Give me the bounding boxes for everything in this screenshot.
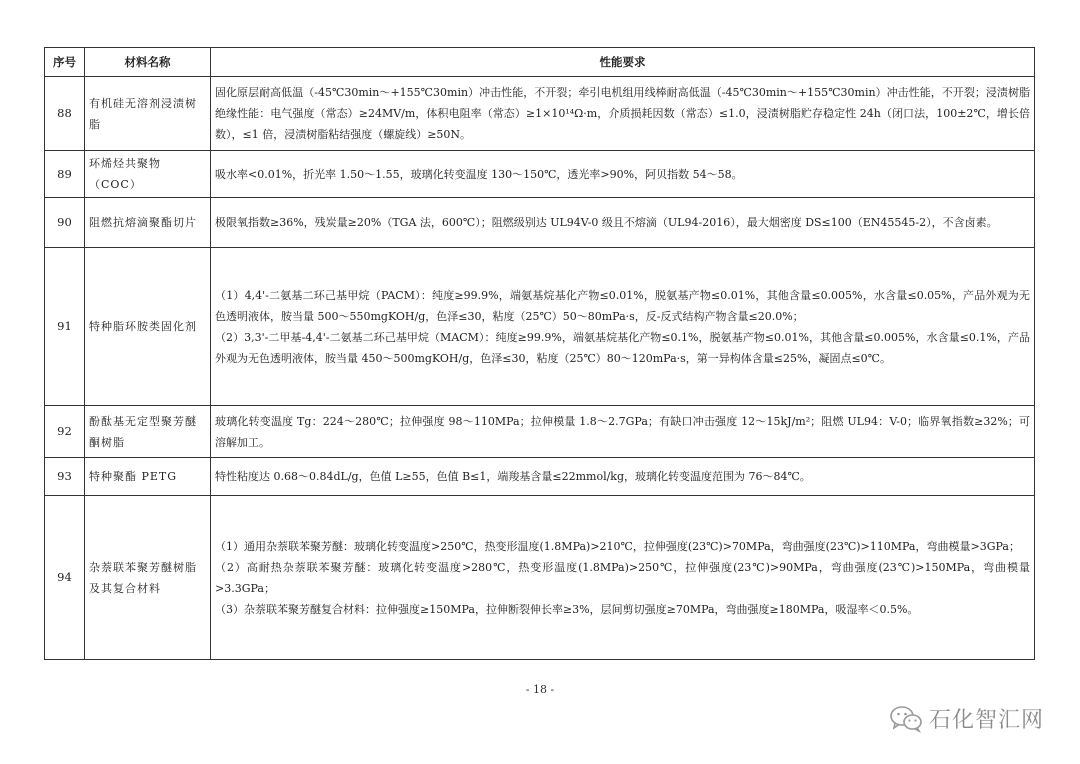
row-number: 94 xyxy=(45,496,85,660)
requirement-text: 特性粘度达 0.68～0.84dL/g，色值 L≥55，色值 B≤1，端羧基含量≤22mmol/kg，玻璃化转变温度范围为 76～84℃。 xyxy=(215,470,811,483)
header-material-name: 材料名称 xyxy=(85,48,211,77)
material-spec-table xyxy=(44,47,1035,660)
material-name: 杂萘联苯聚芳醚树脂及其复合材料 xyxy=(85,496,211,660)
requirement-text: 极限氧指数≥36%，残炭量≥20%（TGA 法，600℃）；阻燃级别达 UL94V-0 级且不熔滴（UL94-2016），最大烟密度 DS≤100（EN45545-2），不含卤素。 xyxy=(215,216,998,229)
material-name: 有机硅无溶剂浸渍树脂 xyxy=(85,77,211,151)
watermark xyxy=(889,703,1044,734)
material-name: 特种聚酯 PETG xyxy=(85,458,211,496)
table-header-row xyxy=(45,48,1035,77)
requirement-cell xyxy=(211,406,1035,458)
wechat-icon xyxy=(889,705,923,733)
requirement-text: （1）4,4'-二氨基二环己基甲烷（PACM）：纯度≥99.9%，端氨基烷基化产物≤0.01%，脱氨基产物≤0.01%，其他含量≤0.005%，水含量≤0.05%，产品外观为无色透明液体，胺当量 500～550mgKOH/g，色泽≤30，粘度（25℃）50～80mPa·s，反-反式结构产物含量≤20.0%； xyxy=(215,288,1030,323)
requirement-text: 吸水率<0.01%，折光率 1.50～1.55，玻璃化转变温度 130～150℃，透光率>90%，阿贝指数 54～58。 xyxy=(215,167,743,181)
row-number: 89 xyxy=(45,151,85,198)
requirement-cell xyxy=(211,77,1035,151)
watermark-text: 石化智汇网 xyxy=(928,708,1044,733)
material-name: 酚酞基无定型聚芳醚酮树脂 xyxy=(85,406,211,458)
table-row xyxy=(45,496,1035,660)
requirement-cell xyxy=(211,198,1035,248)
requirement-text: （2）高耐热杂萘联苯聚芳醚：玻璃化转变温度>280℃，热变形温度(1.8MPa)>250℃，拉伸强度(23℃)>90MPa，弯曲强度(23℃)>150MPa，弯曲模量>3.3GPa； xyxy=(215,560,1030,595)
header-no: 序号 xyxy=(45,48,85,77)
table-row xyxy=(45,248,1035,406)
material-name: 环烯烃共聚物（COC） xyxy=(85,151,211,198)
table-row xyxy=(45,77,1035,151)
row-number: 90 xyxy=(45,198,85,248)
table-row xyxy=(45,198,1035,248)
requirement-text: （1）通用杂萘联苯聚芳醚：玻璃化转变温度>250℃，热变形温度(1.8MPa)>210℃，拉伸强度(23℃)>70MPa，弯曲强度(23℃)>110MPa，弯曲模量>3GPa； xyxy=(215,539,1020,553)
table-row xyxy=(45,458,1035,496)
requirement-text: （2）3,3'-二甲基-4,4'-二氨基二环己基甲烷（MACM）：纯度≥99.9%，端氨基烷基化产物≤0.1%，脱氨基产物≤0.01%，其他含量≤0.005%，水含量≤0.1%，产品外观为无色透明液体，胺当量 450～500mgKOH/g，色泽≤30，粘度（25℃）80～120mPa·s，第一异构体含量≤25%，凝固点≤0℃。 xyxy=(215,330,1030,365)
requirement-cell xyxy=(211,151,1035,198)
header-requirement: 性能要求 xyxy=(211,48,1035,77)
requirement-cell xyxy=(211,248,1035,406)
requirement-cell xyxy=(211,496,1035,660)
requirement-text: 固化原层耐高低温（-45℃30min～+155℃30min）冲击性能，不开裂；牵引电机组用线棒耐高低温（-45℃30min～+155℃30min）冲击性能，不开裂；浸渍树脂绝缘性能：电气强度（常态）≥24MV/m，体积电阻率（常态）≥1×10¹⁴Ω·m，介质损耗因数（常态）≤1.0，浸渍树脂贮存稳定性 24h（闭口法，100±2℃，增长倍数），≤1 倍，浸渍树脂粘结强度（螺旋线）≥50N。 xyxy=(215,86,1030,141)
row-number: 88 xyxy=(45,77,85,151)
requirement-cell xyxy=(211,458,1035,496)
page-number: - 18 - xyxy=(525,683,555,696)
table-row xyxy=(45,406,1035,458)
requirement-text: 玻璃化转变温度 Tg：224～280℃；拉伸强度 98～110MPa；拉伸模量 1.8～2.7GPa；有缺口冲击强度 12～15kJ/m²；阻燃 UL94：V-0；临界氧指数≥32%；可溶解加工。 xyxy=(215,414,1030,449)
material-name: 特种脂环胺类固化剂 xyxy=(85,248,211,406)
table-row xyxy=(45,151,1035,198)
row-number: 92 xyxy=(45,406,85,458)
row-number: 91 xyxy=(45,248,85,406)
row-number: 93 xyxy=(45,458,85,496)
material-name: 阻燃抗熔滴聚酯切片 xyxy=(85,198,211,248)
requirement-text: （3）杂萘联苯聚芳醚复合材料：拉伸强度≥150MPa，拉伸断裂伸长率≥3%，层间剪切强度≥70MPa，弯曲强度≥180MPa，吸湿率＜0.5%。 xyxy=(215,602,919,616)
